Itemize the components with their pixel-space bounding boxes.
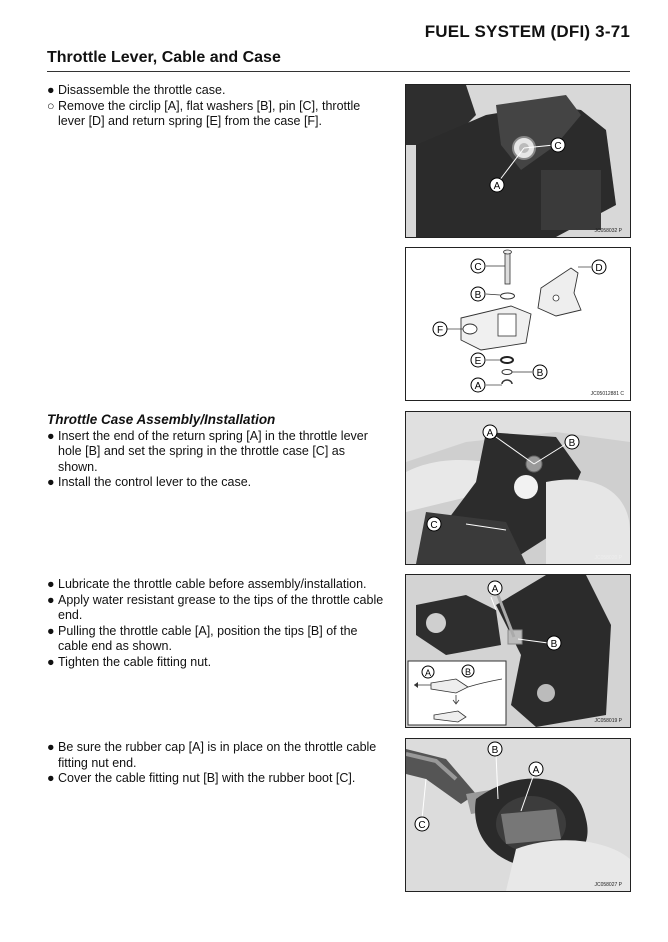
figure-code: JC058027 P — [594, 882, 622, 888]
figure-throttle-case-photo — [405, 84, 631, 238]
step-text: Tighten the cable fitting nut. — [58, 654, 212, 669]
figure-spring-insertion-photo — [405, 411, 631, 565]
photo-illustration — [406, 85, 630, 237]
figure-code: JC058020 P — [594, 555, 622, 561]
step-item — [47, 429, 387, 476]
step-item — [47, 771, 387, 787]
callout-label: E — [474, 356, 482, 367]
section-title: Throttle Lever, Cable and Case — [47, 49, 281, 66]
callout-label: A — [424, 668, 432, 678]
step-text: Be sure the rubber cap [A] is in place on the throttle cable fitting nut end. — [58, 740, 377, 770]
section-divider — [47, 71, 630, 72]
bullet-marker: ● — [47, 428, 55, 443]
step-item — [47, 475, 387, 491]
callout-label: A — [491, 584, 499, 595]
photo-illustration — [406, 412, 630, 564]
step-text: Lubricate the throttle cable before assembly/installation. — [58, 577, 367, 591]
callout-label: A — [532, 765, 540, 776]
figure-code: JC058019 P — [594, 718, 622, 724]
bullet-marker: ● — [47, 475, 55, 489]
photo-illustration — [406, 739, 630, 891]
step-text: Apply water resistant grease to the tips of the throttle cable end. — [58, 592, 384, 622]
callout-label: B — [474, 290, 482, 301]
step-item — [47, 740, 387, 771]
exploded-diagram — [406, 248, 630, 400]
step-text: Remove the circlip [A], flat washers [B], pin [C], throttle lever [D] and return spring [E] from the case [F]. — [58, 98, 361, 128]
bullet-marker: ● — [47, 577, 55, 591]
bullet-marker: ● — [47, 740, 55, 754]
page-header-title: FUEL SYSTEM (DFI) 3-71 — [424, 22, 630, 41]
assembly-steps — [47, 412, 387, 491]
figure-cable-tips-photo — [405, 574, 631, 728]
callout-label: B — [536, 368, 544, 379]
callout-label: A — [486, 428, 494, 439]
bullet-marker: ● — [47, 771, 55, 785]
callout-label: C — [418, 820, 426, 831]
step-item — [47, 624, 387, 655]
boot-steps — [47, 740, 387, 787]
callout-label: C — [474, 262, 482, 273]
bullet-marker: ● — [47, 654, 55, 669]
callout-label: B — [568, 438, 576, 449]
step-item — [47, 83, 387, 99]
step-item — [47, 655, 387, 671]
step-item — [47, 577, 387, 593]
bullet-marker: ● — [47, 83, 55, 97]
step-text: Install the control lever to the case. — [58, 475, 252, 489]
figure-code: JC05012881 C — [590, 391, 624, 397]
step-item — [47, 593, 387, 624]
callout-label: D — [595, 263, 603, 274]
callout-label: B — [550, 639, 558, 650]
callout-label: B — [491, 745, 499, 756]
step-text: Cover the cable fitting nut [B] with the rubber boot [C]. — [58, 771, 356, 785]
step-text: Pulling the throttle cable [A], position the tips [B] of the cable end as shown. — [58, 623, 358, 653]
sub-step-marker: ○ — [47, 98, 55, 113]
disassembly-steps — [47, 83, 387, 130]
cable-steps — [47, 577, 387, 670]
bullet-marker: ● — [47, 623, 55, 638]
step-text: Disassemble the throttle case. — [58, 83, 226, 97]
callout-label: F — [436, 325, 444, 336]
callout-label: A — [493, 181, 501, 192]
step-item — [47, 99, 387, 130]
step-text: Insert the end of the return spring [A] in the throttle lever hole [B] and set the spring in the throttle case [C] as shown. — [58, 428, 368, 474]
callout-label: C — [430, 520, 438, 531]
callout-label: A — [474, 381, 482, 392]
callout-label: B — [464, 667, 472, 677]
photo-illustration — [406, 575, 630, 727]
figure-exploded-parts — [405, 247, 631, 401]
figure-rubber-boot-photo — [405, 738, 631, 892]
subsection-heading: Throttle Case Assembly/Installation — [47, 412, 276, 427]
figure-code: JC058032 P — [594, 228, 622, 234]
bullet-marker: ● — [47, 592, 55, 607]
callout-label: C — [554, 141, 562, 152]
